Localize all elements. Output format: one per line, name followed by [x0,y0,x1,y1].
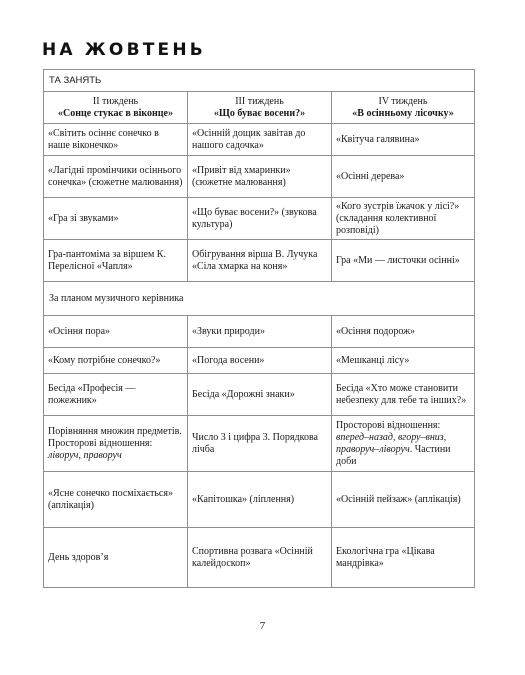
cell-text: «Світить осіннє сонечко в наше віконечко» [48,127,159,151]
schedule-table [43,69,475,588]
table-cell [332,156,475,198]
table-row [44,316,475,348]
music-plan-row [44,282,475,316]
table-cell [332,124,475,156]
page-number: 7 [259,620,266,632]
table-cell [44,198,188,240]
cell-text: «Лагідні промінчики осіннього сонечка» (сюжетне малювання) [48,164,183,188]
header-week-3 [188,92,332,124]
cell-text: Бесіда «Дорожні знаки» [192,388,295,400]
header-week-4 [332,92,475,124]
page-heading: НА ЖОВТЕНЬ [42,40,206,60]
table-row [44,156,475,198]
cell-text: «Ясне сонечко посміхається» (аплікація) [48,487,173,511]
header-week-theme: «Що буває восени?» [213,107,306,119]
table-cell [188,198,332,240]
header-week-label: IV тиждень [378,95,428,107]
table-row [44,472,475,528]
cell-text: Гра «Ми — листочки осінні» [336,254,460,266]
cell-text: Порівняння множин предметів. Просторові відношення: [48,425,182,449]
table-cell [44,124,188,156]
cell-text: Бесіда «Хто може становити небезпеку для тебе та інших?» [336,382,467,406]
table-header-row [44,92,475,124]
table-cell [332,198,475,240]
table-cell [44,528,188,588]
table-cell [188,472,332,528]
cell-text: День здоров’я [48,551,109,563]
table-cell [44,374,188,416]
table-cell [332,348,475,374]
cell-text: «Привіт від хмаринки» (сюжетне малювання) [192,164,291,188]
cell-text: «Кому потрібне сонечко?» [48,354,161,366]
cell-text: «Осіння пора» [48,325,111,337]
cell-text: «Осінній пейзаж» (аплікація) [336,493,461,505]
cell-text: «Кого зустрів їжачок у лісі?» (складання колективної розповіді) [336,200,460,236]
table-row [44,374,475,416]
table-cell [44,348,188,374]
cell-text-italic: ліворуч [48,449,79,461]
table-row [44,416,475,472]
cell-text: «Осінній дощик завітав до нашого садочка» [192,127,306,151]
cell-text: «Гра зі звуками» [48,212,119,224]
header-week-label: III тиждень [235,95,284,107]
cell-text: «Квітуча галявина» [336,133,420,145]
table-cell [188,240,332,282]
cell-text: Обігрування вірша В. Лучука «Сіла хмарка на коня» [192,248,318,272]
cell-text: «Звуки природи» [192,325,265,337]
cell-text-italic: вперед–назад, вгору–вниз, праворуч–ліворуч [336,431,447,455]
cell-text: Гра-пантоміма за віршем К. Перелісної «Чапля» [48,248,166,272]
music-plan-cell: За планом музичного керівника [44,282,475,316]
cell-text: «Осінні дерева» [336,170,405,182]
table-cell [44,156,188,198]
table-row [44,124,475,156]
table-cell [188,124,332,156]
table-cell [188,374,332,416]
table-cell [332,472,475,528]
header-week-label: II тиждень [92,95,139,107]
cell-text: Число 3 і цифра 3. Порядкова лічба [192,431,318,455]
table-cell [332,416,475,472]
table-cell [188,528,332,588]
table-cell [332,240,475,282]
table-cell [188,348,332,374]
table-cell [188,416,332,472]
header-week-theme: «Сонце стукає в віконце» [57,107,173,119]
table-cell [44,240,188,282]
table-cell [332,374,475,416]
cell-text: «Капітошка» (ліплення) [192,493,295,505]
table-cell [332,316,475,348]
table-row [44,348,475,374]
header-week-2 [44,92,188,124]
table-title-row [44,70,475,92]
table-cell [44,316,188,348]
table-row [44,198,475,240]
cell-text: Спортивна розвага «Осінній калейдоскоп» [192,545,313,569]
cell-text: , [78,449,84,461]
table-cell [44,416,188,472]
header-week-theme: «В осінньому лісочку» [352,107,454,119]
table-cell [332,528,475,588]
cell-text: Екологічна гра «Цікава мандрівка» [336,545,435,569]
table-title: ТА ЗАНЯТЬ [44,70,475,92]
table-cell [44,472,188,528]
cell-text: «Що буває восени?» (звукова культура) [192,206,317,230]
cell-text: Бесіда «Професія — пожежник» [48,382,136,406]
cell-text-italic: праворуч [83,449,122,461]
table-cell [188,156,332,198]
table-row [44,240,475,282]
cell-text: «Мешканці лісу» [336,354,410,366]
table-cell [188,316,332,348]
cell-text: . Частини доби [336,443,451,467]
cell-text: «Погода восени» [192,354,265,366]
cell-text: «Осіння подорож» [336,325,416,337]
table-row [44,528,475,588]
cell-text: Просторові відношення: [336,419,441,431]
